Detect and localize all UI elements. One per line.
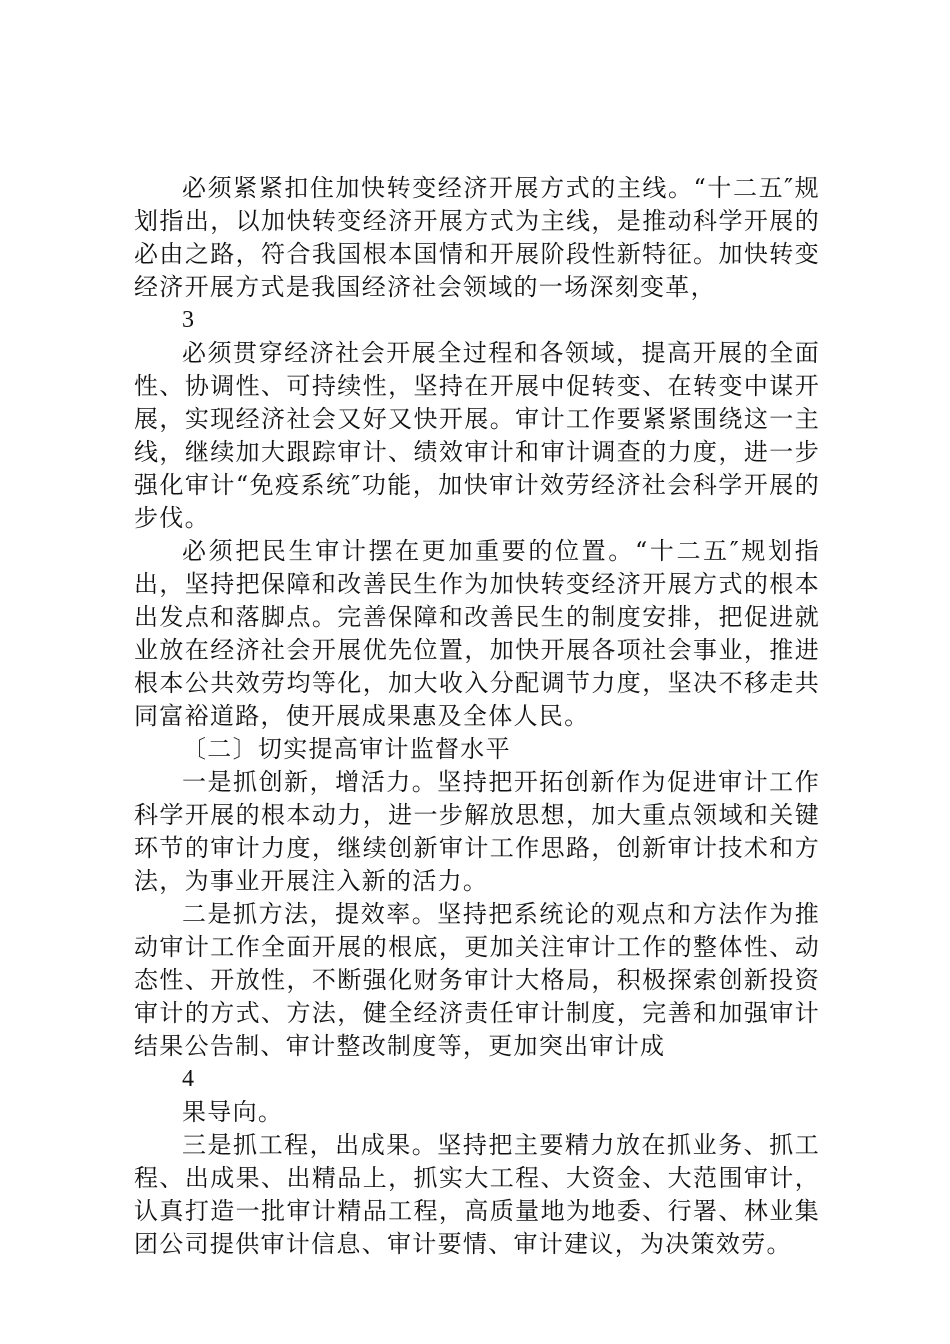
section-heading: 〔二〕切实提高审计监督水平 [182, 735, 511, 763]
paragraph-projects: 三是抓工程，出成果。坚持把主要精力放在抓业务、抓工程、出成果、出精品上，抓实大工程、大资金、大范围审计，认真打造一批审计精品工程，高质量地为地委、行署、林业集团公司提供审计信息、审计要情、审计建议，为决策效劳。 [134, 1131, 820, 1258]
page-number-3: 3 [182, 307, 194, 333]
page-number-4: 4 [182, 1066, 194, 1092]
paragraph-method: 二是抓方法，提效率。坚持把系统论的观点和方法作为推动审计工作全面开展的根底，更加关注审计工作的整体性、动态性、开放性，不断强化财务审计大格局，积极探索创新投资审计的方式、方法，健全经济责任审计制度，完善和加强审计结果公告制、审计整改制度等，更加突出审计成 [134, 900, 820, 1060]
paragraph-innovation: 一是抓创新，增活力。坚持把开拓创新作为促进审计工作科学开展的根本动力，进一步解放思想，加大重点领域和关键环节的审计力度，继续创新审计工作思路，创新审计技术和方法，为事业开展注入新的活力。 [134, 768, 820, 895]
paragraph-main-line: 必须紧紧扣住加快转变经济开展方式的主线。“十二五″规划指出，以加快转变经济开展方式为主线，是推动科学开展的必由之路，符合我国根本国情和开展阶段性新特征。加快转变经济开展方式是我国经济社会领域的一场深刻变革， [134, 174, 820, 301]
paragraph-development-process: 必须贯穿经济社会开展全过程和各领域，提高开展的全面性、协调性、可持续性，坚持在开展中促转变、在转变中谋开展，实现经济社会又好又快开展。审计工作要紧紧围绕这一主线，继续加大跟踪审计、绩效审计和审计调查的力度，进一步强化审计“免疫系统″功能，加快审计效劳经济社会科学开展的步伐。 [134, 339, 820, 532]
document-page [134, 172, 820, 1261]
paragraph-livelihood-audit: 必须把民生审计摆在更加重要的位置。“十二五″规划指出，坚持把保障和改善民生作为加快转变经济开展方式的根本出发点和落脚点。完善保障和改善民生的制度安排，把促进就业放在经济社会开展优先位置，加快开展各项社会事业，推进根本公共效劳均等化，加大收入分配调节力度，坚决不移走共同富裕道路，使开展成果惠及全体人民。 [134, 537, 820, 730]
paragraph-result-oriented: 果导向。 [182, 1098, 284, 1126]
